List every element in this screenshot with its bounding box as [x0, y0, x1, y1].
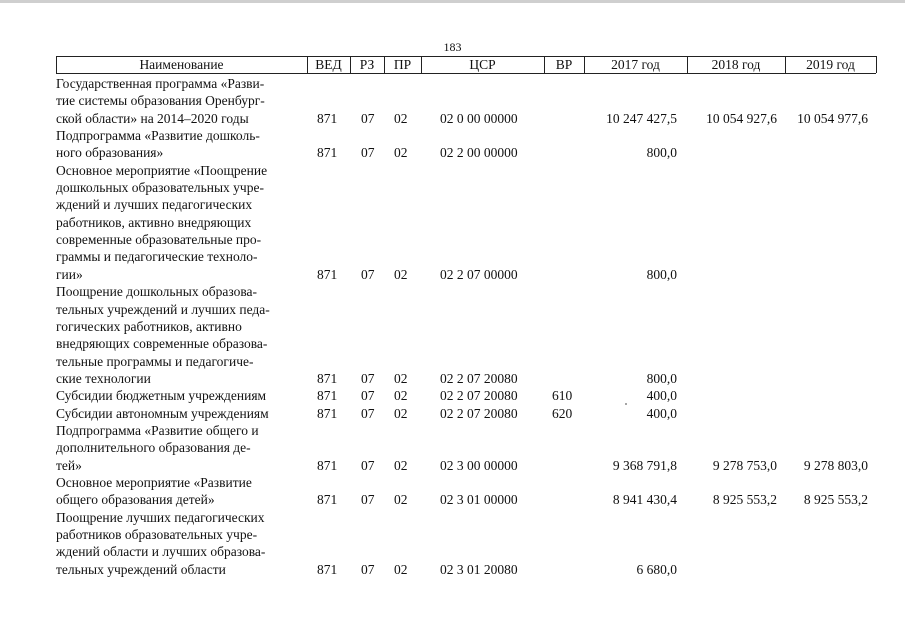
table-row — [0, 127, 905, 162]
cell-ved: 871 — [317, 110, 338, 126]
row-name-line: Государственная программа «Разви- — [56, 76, 265, 91]
row-name-line: гогических работников, активно — [56, 318, 242, 334]
table-row — [0, 474, 905, 509]
cell-ved: 871 — [317, 457, 338, 473]
cell-pr: 02 — [394, 492, 408, 508]
cell-rz: 07 — [361, 561, 375, 577]
cell-csr: 02 2 00 00000 — [440, 145, 518, 161]
cell-y2017: 400,0 — [646, 405, 677, 421]
cell-vr: 610 — [552, 388, 573, 404]
cell-ved: 871 — [317, 405, 338, 421]
cell-csr: 02 3 01 00000 — [440, 492, 518, 508]
table-row — [0, 509, 905, 578]
cell-pr: 02 — [394, 370, 408, 386]
cell-y2017: 800,0 — [646, 370, 677, 386]
cell-ved: 871 — [317, 492, 338, 508]
cell-csr: 02 3 00 00000 — [440, 457, 518, 473]
header-vr: ВР — [555, 57, 573, 72]
row-name-line: работников образовательных учре- — [56, 527, 258, 543]
header-bottom-border — [56, 73, 876, 74]
row-name-line: Подпрограмма «Развитие дошколь- — [56, 128, 260, 144]
row-name-line: работников, активно внедряющих — [56, 214, 252, 230]
cell-rz: 07 — [361, 457, 375, 473]
cell-y2017: 10 247 427,5 — [606, 110, 677, 126]
cell-rz: 07 — [361, 266, 375, 282]
header-name: Наименование — [139, 57, 224, 72]
header-2018: 2018 год — [711, 57, 761, 72]
cell-y2018: 8 925 553,2 — [712, 492, 777, 508]
table-row — [0, 422, 905, 474]
cell-y2019: 10 054 977,6 — [797, 110, 868, 126]
row-name — [56, 75, 306, 127]
cell-rz: 07 — [361, 405, 375, 421]
cell-pr: 02 — [394, 388, 408, 404]
row-name-line: гии» — [56, 266, 83, 282]
row-name-line: общего образования детей» — [56, 492, 215, 508]
header-rz: РЗ — [359, 57, 375, 72]
cell-csr: 02 2 07 00000 — [440, 266, 518, 282]
cell-y2019: 9 278 803,0 — [803, 457, 868, 473]
cell-csr: 02 0 00 00000 — [440, 110, 518, 126]
cell-csr: 02 2 07 20080 — [440, 388, 518, 404]
cell-pr: 02 — [394, 266, 408, 282]
cell-ved: 871 — [317, 388, 338, 404]
cell-rz: 07 — [361, 388, 375, 404]
row-name-line: дополнительного образования де- — [56, 440, 251, 456]
table-row — [0, 283, 905, 387]
row-name-line: ские технологии — [56, 370, 151, 386]
row-name-line: внедряющих современные образова- — [56, 336, 268, 352]
cell-y2017: 400,0 — [646, 388, 677, 404]
row-name-line: современные образовательные про- — [56, 232, 262, 248]
row-name-line: Поощрение дошкольных образова- — [56, 284, 258, 300]
row-name-line: ждений области и лучших образова- — [56, 544, 266, 560]
header-2017: 2017 год — [611, 57, 660, 72]
cell-ved: 871 — [317, 561, 338, 577]
page-number: 183 — [443, 40, 462, 54]
cell-vr: 620 — [552, 405, 573, 421]
scan-speck — [625, 403, 627, 405]
cell-pr: 02 — [394, 561, 408, 577]
cell-y2017: 800,0 — [646, 266, 677, 282]
cell-rz: 07 — [361, 145, 375, 161]
cell-ved: 871 — [317, 145, 338, 161]
row-name-line: тельных учреждений и лучших педа- — [56, 301, 270, 317]
header-divider — [876, 56, 877, 73]
row-name-line: ного образования» — [56, 145, 164, 161]
cell-y2017: 800,0 — [646, 145, 677, 161]
header-pr: ПР — [393, 57, 412, 72]
row-name — [56, 387, 306, 404]
row-name-line: граммы и педагогические техноло- — [56, 249, 258, 265]
row-name-line: тие системы образования Оренбург- — [56, 93, 265, 109]
table-row — [0, 405, 905, 422]
row-name — [56, 405, 306, 422]
cell-rz: 07 — [361, 492, 375, 508]
cell-pr: 02 — [394, 405, 408, 421]
row-name-line: Основное мероприятие «Поощрение — [56, 162, 268, 178]
row-name — [56, 127, 306, 162]
cell-pr: 02 — [394, 110, 408, 126]
row-name-line: Подпрограмма «Развитие общего и — [56, 423, 259, 438]
scan-top-edge — [0, 0, 905, 3]
row-name-line: ской области» на 2014–2020 годы — [56, 110, 249, 126]
cell-ved: 871 — [317, 266, 338, 282]
row-name-line: тельные программы и педагогиче- — [56, 353, 254, 369]
cell-rz: 07 — [361, 110, 375, 126]
row-name — [56, 422, 306, 474]
cell-csr: 02 2 07 20080 — [440, 405, 518, 421]
cell-ved: 871 — [317, 370, 338, 386]
row-name — [56, 162, 306, 283]
table-row — [0, 75, 905, 127]
cell-csr: 02 3 01 20080 — [440, 561, 518, 577]
table-row — [0, 162, 905, 283]
row-name-line: Субсидии автономным учреждениям — [56, 405, 269, 421]
cell-y2017: 9 368 791,8 — [612, 457, 677, 473]
row-name-line: Поощрение лучших педагогических — [56, 509, 265, 525]
row-name-line: дошкольных образовательных учре- — [56, 180, 264, 196]
row-name-line: тельных учреждений области — [56, 561, 226, 577]
header-2019: 2019 год — [806, 57, 855, 72]
row-name — [56, 474, 306, 509]
row-name-line: Субсидии бюджетным учреждениям — [56, 388, 267, 404]
cell-y2018: 10 054 927,6 — [706, 110, 777, 126]
cell-pr: 02 — [394, 145, 408, 161]
cell-y2017: 8 941 430,4 — [612, 492, 677, 508]
table-row — [0, 387, 905, 404]
cell-y2017: 6 680,0 — [636, 561, 677, 577]
cell-y2019: 8 925 553,2 — [803, 492, 868, 508]
cell-pr: 02 — [394, 457, 408, 473]
cell-csr: 02 2 07 20080 — [440, 370, 518, 386]
row-name — [56, 509, 306, 578]
cell-y2018: 9 278 753,0 — [712, 457, 777, 473]
header-csr: ЦСР — [469, 57, 496, 72]
row-name — [56, 283, 306, 387]
row-name-line: ждений и лучших педагогических — [56, 197, 253, 213]
row-name-line: Основное мероприятие «Развитие — [56, 475, 252, 491]
cell-rz: 07 — [361, 370, 375, 386]
header-ved: ВЕД — [315, 57, 342, 72]
row-name-line: тей» — [56, 457, 82, 473]
